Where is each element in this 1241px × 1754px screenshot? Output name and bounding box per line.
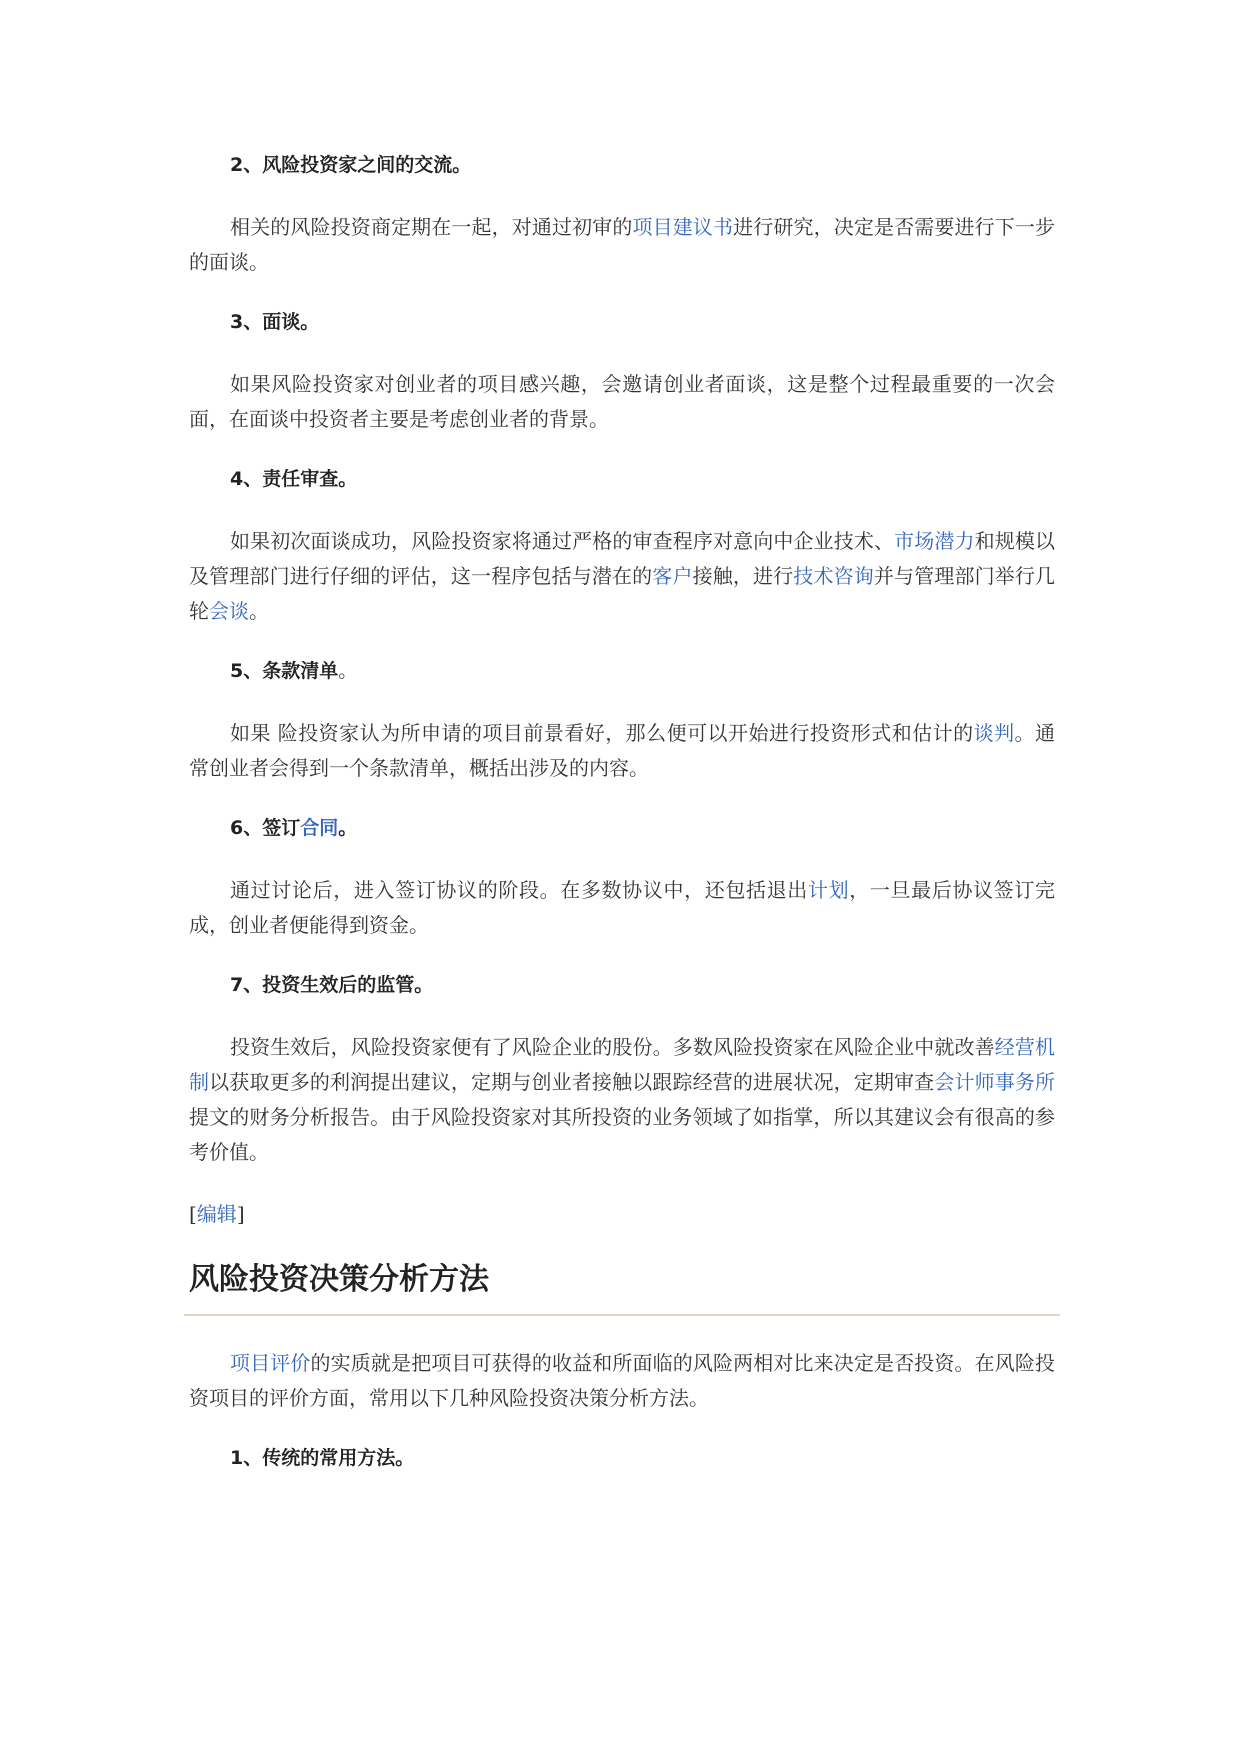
text-span: 以获取更多的利润提出建议，定期与创业者接触以跟踪经营的进展状况，定期审查 bbox=[209, 1070, 935, 1094]
section-divider bbox=[184, 1314, 1060, 1316]
step-4-paragraph bbox=[189, 524, 1055, 629]
text-span: 并与管理部门举行几轮 bbox=[189, 564, 1056, 623]
section-title: 风险投资决策分析方法 bbox=[189, 1262, 489, 1297]
text-span: 如果初次面谈成功，风险投资家将通过严格的审查程序对意向中企业技术、 bbox=[230, 529, 895, 553]
heading-text: 6、签订 bbox=[230, 817, 301, 839]
text-span: 。 bbox=[249, 599, 269, 623]
heading-punct: 。 bbox=[338, 817, 358, 839]
text-span: 的实质就是把项目可获得的收益和所面临的风险两相对比来决定是否投资。在风险投资项目的评价方面，常用以下几种风险投资决策分析方法。 bbox=[189, 1351, 1055, 1410]
link-accounting-firm[interactable]: 会计师事务所 bbox=[934, 1070, 1056, 1094]
heading-punct: 。 bbox=[338, 660, 358, 682]
step-6-heading bbox=[189, 813, 1055, 843]
step-6-paragraph bbox=[189, 873, 1055, 943]
step-2-paragraph bbox=[189, 210, 1055, 280]
step-5-heading bbox=[189, 656, 1055, 686]
method-1-heading: 1、传统的常用方法。 bbox=[230, 1447, 415, 1469]
text-span: 。通常创业者会得到一个条款清单，概括出涉及的内容。 bbox=[189, 721, 1056, 780]
link-tech-consulting[interactable]: 技术咨询 bbox=[793, 564, 874, 588]
text-span: 相关的风险投资商定期在一起，对通过初审的 bbox=[230, 215, 633, 239]
edit-link[interactable]: 编辑 bbox=[196, 1202, 237, 1226]
text-span: 通过讨论后，进入签订协议的阶段。在多数协议中，还包括退出 bbox=[230, 878, 808, 902]
link-talks[interactable]: 会谈 bbox=[209, 599, 249, 623]
step-3-heading: 3、面谈。 bbox=[230, 311, 320, 333]
link-negotiation[interactable]: 谈判 bbox=[973, 721, 1015, 745]
text-span: 进行研究，决定是否需要进行下一步的面谈。 bbox=[189, 215, 1055, 274]
link-plan[interactable]: 计划 bbox=[807, 878, 850, 902]
step-3-paragraph: 如果风险投资家对创业者的项目感兴趣，会邀请创业者面谈，这是整个过程最重要的一次会面，在面谈中投资者主要是考虑创业者的背景。 bbox=[189, 372, 1055, 431]
text-span: 投资生效后，风险投资家便有了风险企业的股份。多数风险投资家在风险企业中就改善 bbox=[230, 1035, 995, 1059]
step-7-paragraph bbox=[189, 1030, 1055, 1170]
bracket-close: ] bbox=[236, 1202, 245, 1226]
step-5-paragraph bbox=[189, 716, 1055, 786]
link-project-proposal[interactable]: 项目建议书 bbox=[632, 215, 734, 239]
link-project-evaluation[interactable]: 项目评价 bbox=[230, 1351, 311, 1375]
text-span: ，一旦最后协议签订完成，创业者便能得到资金。 bbox=[189, 878, 1056, 937]
bracket-open: [ bbox=[189, 1202, 197, 1226]
edit-section-link bbox=[189, 1197, 1055, 1232]
text-span: 如果 险投资家认为所申请的项目前景看好，那么便可以开始进行投资形式和估计的 bbox=[230, 721, 974, 745]
step-7-heading: 7、投资生效后的监管。 bbox=[230, 974, 434, 996]
link-customer[interactable]: 客户 bbox=[652, 564, 693, 588]
text-span: 提文的财务分析报告。由于风险投资家对其所投资的业务领域了如指掌，所以其建议会有很高的参考价值。 bbox=[189, 1105, 1055, 1164]
section-intro-paragraph bbox=[189, 1346, 1055, 1416]
text-span: 接触，进行 bbox=[692, 564, 794, 588]
link-market-potential[interactable]: 市场潜力 bbox=[894, 529, 975, 553]
step-2-heading: 2、风险投资家之间的交流。 bbox=[230, 154, 472, 176]
text-span: 和规模以及管理部门进行仔细的评估，这一程序包括与潜在的 bbox=[189, 529, 1055, 588]
link-contract[interactable]: 合同 bbox=[300, 817, 339, 839]
step-4-heading: 4、责任审查。 bbox=[230, 468, 358, 490]
link-operating-mechanism[interactable]: 经营机制 bbox=[189, 1035, 1055, 1094]
heading-text: 5、条款清单 bbox=[230, 660, 339, 682]
article-content bbox=[189, 150, 1055, 1503]
